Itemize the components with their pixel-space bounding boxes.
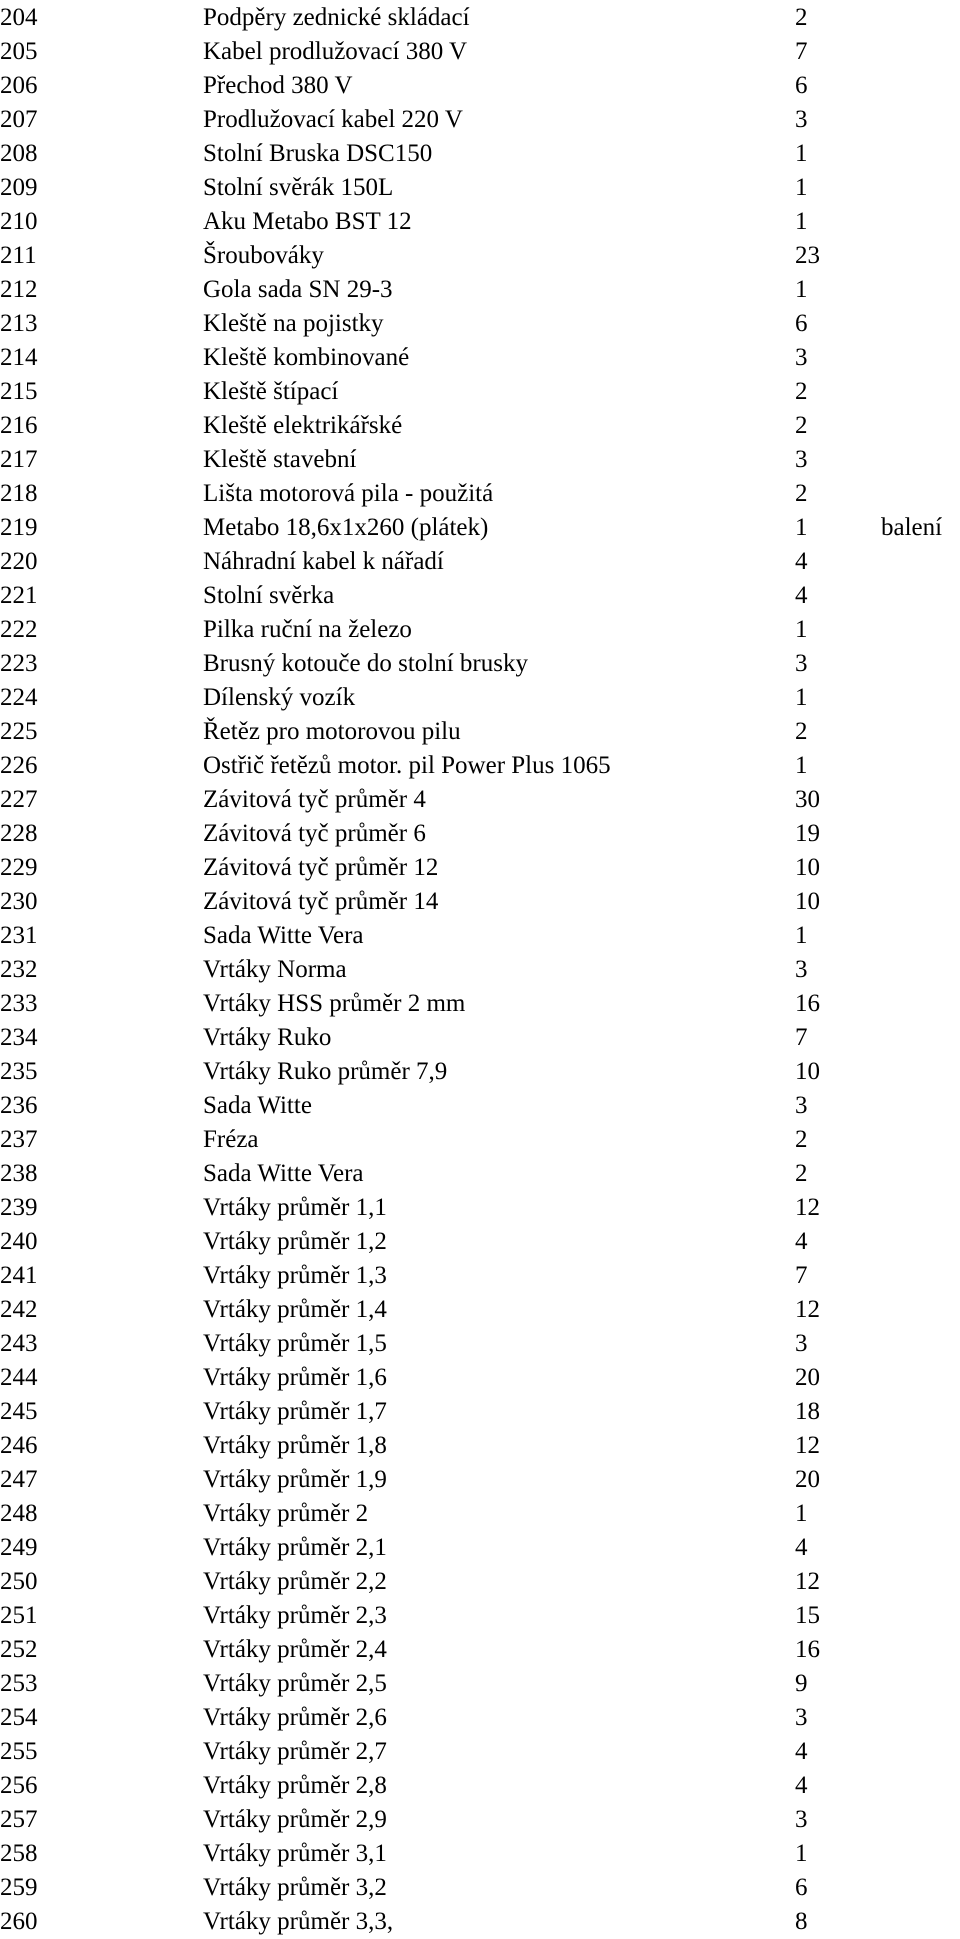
item-name: Vrtáky průměr 1,3	[203, 1262, 387, 1289]
item-name: Gola sada SN 29-3	[203, 276, 393, 303]
item-number: 213	[0, 310, 38, 337]
item-name: Řetěz pro motorovou pilu	[203, 718, 461, 745]
item-quantity: 4	[795, 1228, 808, 1255]
table-row	[0, 1837, 960, 1871]
item-quantity: 3	[795, 106, 808, 133]
item-name: Závitová tyč průměr 6	[203, 820, 426, 847]
table-row	[0, 477, 960, 511]
table-row	[0, 545, 960, 579]
item-quantity: 3	[795, 446, 808, 473]
item-quantity: 2	[795, 378, 808, 405]
item-number: 214	[0, 344, 38, 371]
table-row	[0, 1429, 960, 1463]
table-row	[0, 1021, 960, 1055]
table-row	[0, 1089, 960, 1123]
item-number: 210	[0, 208, 38, 235]
item-name: Vrtáky Ruko	[203, 1024, 332, 1051]
item-name: Vrtáky Ruko průměr 7,9	[203, 1058, 448, 1085]
item-name: Kleště štípací	[203, 378, 339, 405]
item-number: 231	[0, 922, 38, 949]
item-quantity: 2	[795, 718, 808, 745]
item-quantity: 10	[795, 888, 820, 915]
item-number: 234	[0, 1024, 38, 1051]
item-quantity: 3	[795, 1330, 808, 1357]
item-quantity: 1	[795, 684, 808, 711]
item-name: Lišta motorová pila - použitá	[203, 480, 494, 507]
table-row	[0, 239, 960, 273]
table-row	[0, 1157, 960, 1191]
table-row	[0, 613, 960, 647]
item-name: Závitová tyč průměr 14	[203, 888, 439, 915]
item-number: 230	[0, 888, 38, 915]
item-number: 223	[0, 650, 38, 677]
item-name: Vrtáky průměr 1,2	[203, 1228, 387, 1255]
item-name: Vrtáky průměr 1,6	[203, 1364, 387, 1391]
item-name: Sada Witte Vera	[203, 1160, 364, 1187]
item-number: 211	[0, 242, 37, 269]
item-number: 221	[0, 582, 38, 609]
item-number: 252	[0, 1636, 38, 1663]
item-number: 216	[0, 412, 38, 439]
item-number: 220	[0, 548, 38, 575]
item-quantity: 7	[795, 1262, 808, 1289]
item-quantity: 8	[795, 1908, 808, 1935]
table-row	[0, 1327, 960, 1361]
item-unit: balení	[881, 514, 943, 541]
table-row	[0, 715, 960, 749]
item-number: 242	[0, 1296, 38, 1323]
item-name: Vrtáky průměr 1,8	[203, 1432, 387, 1459]
table-row	[0, 885, 960, 919]
item-number: 251	[0, 1602, 38, 1629]
item-name: Vrtáky průměr 2,8	[203, 1772, 387, 1799]
item-name: Fréza	[203, 1126, 259, 1153]
item-name: Stolní svěrák 150L	[203, 174, 394, 201]
table-row	[0, 919, 960, 953]
table-row	[0, 749, 960, 783]
item-number: 219	[0, 514, 38, 541]
item-quantity: 2	[795, 1126, 808, 1153]
item-name: Vrtáky průměr 1,9	[203, 1466, 387, 1493]
item-number: 225	[0, 718, 38, 745]
table-row	[0, 851, 960, 885]
item-name: Stolní svěrka	[203, 582, 335, 609]
item-quantity: 1	[795, 140, 808, 167]
table-row	[0, 987, 960, 1021]
table-row	[0, 579, 960, 613]
item-number: 209	[0, 174, 38, 201]
item-name: Vrtáky průměr 2,1	[203, 1534, 387, 1561]
item-quantity: 4	[795, 1534, 808, 1561]
item-quantity: 19	[795, 820, 820, 847]
table-row	[0, 1531, 960, 1565]
item-name: Brusný kotouče do stolní brusky	[203, 650, 528, 677]
item-name: Vrtáky průměr 2,4	[203, 1636, 387, 1663]
item-number: 253	[0, 1670, 38, 1697]
table-row	[0, 1565, 960, 1599]
table-row	[0, 103, 960, 137]
item-number: 243	[0, 1330, 38, 1357]
item-name: Kabel prodlužovací 380 V	[203, 38, 468, 65]
table-row	[0, 1123, 960, 1157]
table-row	[0, 1633, 960, 1667]
table-row	[0, 1769, 960, 1803]
item-number: 259	[0, 1874, 38, 1901]
item-name: Vrtáky průměr 3,3,	[203, 1908, 394, 1935]
table-row	[0, 1259, 960, 1293]
item-number: 238	[0, 1160, 38, 1187]
item-number: 260	[0, 1908, 38, 1935]
item-quantity: 16	[795, 990, 820, 1017]
item-quantity: 1	[795, 752, 808, 779]
item-name: Vrtáky průměr 1,5	[203, 1330, 387, 1357]
item-name: Závitová tyč průměr 12	[203, 854, 439, 881]
item-number: 257	[0, 1806, 38, 1833]
item-quantity: 6	[795, 1874, 808, 1901]
item-quantity: 2	[795, 480, 808, 507]
table-row	[0, 1599, 960, 1633]
item-quantity: 1	[795, 616, 808, 643]
item-quantity: 10	[795, 1058, 820, 1085]
item-number: 226	[0, 752, 38, 779]
item-name: Ostřič řetězů motor. pil Power Plus 1065	[203, 752, 611, 779]
item-name: Kleště elektrikářské	[203, 412, 403, 439]
item-name: Kleště stavební	[203, 446, 357, 473]
item-quantity: 20	[795, 1466, 820, 1493]
item-number: 246	[0, 1432, 38, 1459]
item-quantity: 6	[795, 72, 808, 99]
item-quantity: 2	[795, 412, 808, 439]
table-row	[0, 1, 960, 35]
table-row	[0, 1293, 960, 1327]
table-row	[0, 205, 960, 239]
item-quantity: 1	[795, 922, 808, 949]
item-number: 237	[0, 1126, 38, 1153]
item-number: 249	[0, 1534, 38, 1561]
item-quantity: 1	[795, 276, 808, 303]
item-number: 245	[0, 1398, 38, 1425]
inventory-table	[0, 1, 960, 1939]
item-quantity: 2	[795, 4, 808, 31]
item-name: Závitová tyč průměr 4	[203, 786, 426, 813]
item-number: 208	[0, 140, 38, 167]
item-number: 244	[0, 1364, 38, 1391]
item-name: Vrtáky průměr 1,1	[203, 1194, 387, 1221]
table-row	[0, 1055, 960, 1089]
item-number: 222	[0, 616, 38, 643]
item-quantity: 7	[795, 1024, 808, 1051]
item-name: Přechod 380 V	[203, 72, 353, 99]
item-name: Sada Witte	[203, 1092, 312, 1119]
item-quantity: 1	[795, 1500, 808, 1527]
item-name: Prodlužovací kabel 220 V	[203, 106, 463, 133]
item-number: 224	[0, 684, 38, 711]
item-quantity: 4	[795, 548, 808, 575]
table-row	[0, 1395, 960, 1429]
item-quantity: 3	[795, 650, 808, 677]
item-name: Kleště kombinované	[203, 344, 410, 371]
item-quantity: 10	[795, 854, 820, 881]
item-quantity: 4	[795, 582, 808, 609]
item-quantity: 1	[795, 514, 808, 541]
item-number: 248	[0, 1500, 38, 1527]
item-quantity: 3	[795, 1806, 808, 1833]
item-quantity: 1	[795, 208, 808, 235]
item-name: Vrtáky HSS průměr 2 mm	[203, 990, 466, 1017]
item-name: Vrtáky průměr 2,3	[203, 1602, 387, 1629]
item-quantity: 4	[795, 1772, 808, 1799]
table-row	[0, 375, 960, 409]
item-name: Vrtáky Norma	[203, 956, 347, 983]
item-number: 236	[0, 1092, 38, 1119]
item-name: Aku Metabo BST 12	[203, 208, 412, 235]
item-number: 250	[0, 1568, 38, 1595]
item-name: Vrtáky průměr 3,2	[203, 1874, 387, 1901]
item-number: 227	[0, 786, 38, 813]
table-row	[0, 171, 960, 205]
item-number: 254	[0, 1704, 38, 1731]
item-quantity: 7	[795, 38, 808, 65]
table-row	[0, 1701, 960, 1735]
item-name: Vrtáky průměr 1,7	[203, 1398, 387, 1425]
table-row	[0, 409, 960, 443]
item-number: 241	[0, 1262, 38, 1289]
table-row	[0, 1463, 960, 1497]
table-row	[0, 35, 960, 69]
item-number: 217	[0, 446, 38, 473]
table-row	[0, 341, 960, 375]
table-row	[0, 1905, 960, 1939]
item-quantity: 12	[795, 1296, 820, 1323]
item-name: Podpěry zednické skládací	[203, 4, 470, 31]
item-quantity: 23	[795, 242, 820, 269]
item-name: Dílenský vozík	[203, 684, 356, 711]
item-name: Šroubováky	[203, 242, 324, 269]
item-number: 204	[0, 4, 38, 31]
item-number: 229	[0, 854, 38, 881]
item-name: Vrtáky průměr 1,4	[203, 1296, 387, 1323]
item-quantity: 9	[795, 1670, 808, 1697]
item-number: 233	[0, 990, 38, 1017]
table-row	[0, 69, 960, 103]
table-row	[0, 443, 960, 477]
table-row	[0, 511, 960, 545]
table-row	[0, 1667, 960, 1701]
item-quantity: 3	[795, 1092, 808, 1119]
item-quantity: 1	[795, 174, 808, 201]
table-row	[0, 1497, 960, 1531]
item-name: Vrtáky průměr 2,6	[203, 1704, 387, 1731]
table-row	[0, 307, 960, 341]
item-name: Vrtáky průměr 2	[203, 1500, 369, 1527]
item-quantity: 12	[795, 1568, 820, 1595]
item-number: 215	[0, 378, 38, 405]
table-row	[0, 681, 960, 715]
item-number: 247	[0, 1466, 38, 1493]
item-number: 228	[0, 820, 38, 847]
item-quantity: 12	[795, 1194, 820, 1221]
item-quantity: 15	[795, 1602, 820, 1629]
item-number: 256	[0, 1772, 38, 1799]
table-row	[0, 953, 960, 987]
item-number: 212	[0, 276, 38, 303]
table-row	[0, 1361, 960, 1395]
table-row	[0, 273, 960, 307]
item-name: Vrtáky průměr 3,1	[203, 1840, 387, 1867]
item-number: 207	[0, 106, 38, 133]
item-name: Vrtáky průměr 2,9	[203, 1806, 387, 1833]
item-name: Vrtáky průměr 2,5	[203, 1670, 387, 1697]
item-name: Sada Witte Vera	[203, 922, 364, 949]
item-name: Metabo 18,6x1x260 (plátek)	[203, 514, 489, 541]
item-name: Náhradní kabel k nářadí	[203, 548, 444, 575]
table-row	[0, 647, 960, 681]
item-quantity: 18	[795, 1398, 820, 1425]
item-name: Stolní Bruska DSC150	[203, 140, 433, 167]
item-quantity: 3	[795, 956, 808, 983]
item-number: 205	[0, 38, 38, 65]
item-number: 240	[0, 1228, 38, 1255]
item-quantity: 4	[795, 1738, 808, 1765]
item-number: 218	[0, 480, 38, 507]
item-quantity: 3	[795, 1704, 808, 1731]
item-quantity: 12	[795, 1432, 820, 1459]
table-row	[0, 1225, 960, 1259]
table-row	[0, 1803, 960, 1837]
table-row	[0, 783, 960, 817]
item-name: Vrtáky průměr 2,7	[203, 1738, 387, 1765]
table-row	[0, 1871, 960, 1905]
item-name: Pilka ruční na železo	[203, 616, 412, 643]
item-quantity: 16	[795, 1636, 820, 1663]
item-number: 206	[0, 72, 38, 99]
item-quantity: 3	[795, 344, 808, 371]
item-number: 258	[0, 1840, 38, 1867]
item-number: 232	[0, 956, 38, 983]
item-number: 239	[0, 1194, 38, 1221]
item-quantity: 20	[795, 1364, 820, 1391]
item-quantity: 6	[795, 310, 808, 337]
item-quantity: 1	[795, 1840, 808, 1867]
item-number: 235	[0, 1058, 38, 1085]
item-number: 255	[0, 1738, 38, 1765]
table-row	[0, 817, 960, 851]
item-name: Kleště na pojistky	[203, 310, 384, 337]
item-quantity: 30	[795, 786, 820, 813]
table-row	[0, 1191, 960, 1225]
table-row	[0, 1735, 960, 1769]
item-quantity: 2	[795, 1160, 808, 1187]
table-row	[0, 137, 960, 171]
item-name: Vrtáky průměr 2,2	[203, 1568, 387, 1595]
